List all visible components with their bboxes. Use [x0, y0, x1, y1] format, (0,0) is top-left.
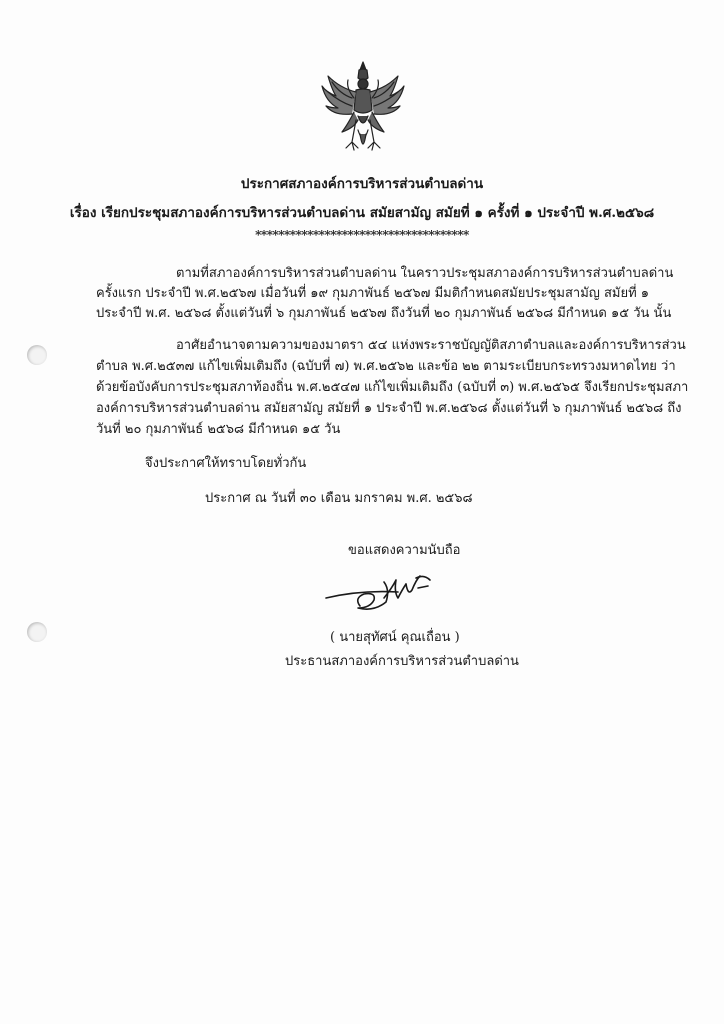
punch-hole-top — [27, 345, 47, 365]
signer-name: ( นายสุทัศน์ คุณเถื่อน ) — [330, 630, 460, 645]
paragraph2-line2: ตำบล พ.ศ.๒๕๓๗ แก้ไขเพิ่มเติมถึง (ฉบับที่ ๗) พ.ศ.๒๕๖๒ และข้อ ๒๒ ตามระเบียบกระทรวงมหาดไทย ว่า — [96, 359, 676, 374]
date-line: ประกาศ ณ วันที่ ๓๐ เดือน มกราคม พ.ศ. ๒๕๖๘ — [205, 491, 473, 506]
announce-line: จึงประกาศให้ทราบโดยทั่วกัน — [145, 456, 307, 471]
separator-stars: ************************************* — [255, 228, 469, 242]
paragraph1-line3: ประจำปี พ.ศ. ๒๕๖๘ ตั้งแต่วันที่ ๖ กุมภาพันธ์ ๒๕๖๗ ถึงวันที่ ๒๐ กุมภาพันธ์ ๒๕๖๘ มีกำหนด ๑๕ วัน นั้น — [96, 306, 672, 321]
paragraph1-line2: ครั้งแรก ประจำปี พ.ศ.๒๕๖๗ เมื่อวันที่ ๑๙ กุมภาพันธ์ ๒๕๖๗ มีมติกำหนดสมัยประชุมสามัญ สมัยที่ ๑ — [96, 286, 650, 301]
paragraph2-line1: อาศัยอำนาจตามความของมาตรา ๕๔ แห่งพระราชบัญญัติสภาตำบลและองค์การบริหารส่วน — [176, 338, 686, 353]
signature-image — [320, 568, 460, 618]
punch-hole-bottom — [27, 622, 47, 642]
paragraph2-line3: ด้วยข้อบังคับการประชุมสภาท้องถิ่น พ.ศ.๒๕๔๗ แก้ไขเพิ่มเติมถึง (ฉบับที่ ๓) พ.ศ.๒๕๖๕ จึงเรียกประชุมสภา — [96, 380, 689, 395]
garuda-emblem-icon — [318, 58, 408, 158]
paragraph2-line5: วันที่ ๒๐ กุมภาพันธ์ ๒๕๖๘ มีกำหนด ๑๕ วัน — [96, 422, 341, 437]
announcement-heading: ประกาศสภาองค์การบริหารส่วนตำบลด่าน — [240, 176, 484, 192]
paragraph2-line4: องค์การบริหารส่วนตำบลด่าน สมัยสามัญ สมัยที่ ๑ ประจำปี พ.ศ.๒๕๖๘ ตั้งแต่วันที่ ๖ กุมภาพันธ์ ๒๕๖๘ ถึง — [96, 401, 682, 416]
paragraph1-line1: ตามที่สภาองค์การบริหารส่วนตำบลด่าน ในคราวประชุมสภาองค์การบริหารส่วนตำบลด่าน — [176, 266, 674, 281]
announcement-subject: เรื่อง เรียกประชุมสภาองค์การบริหารส่วนตำบลด่าน สมัยสามัญ สมัยที่ ๑ ครั้งที่ ๑ ประจำปี พ.ศ.๒๕๖๘ — [69, 205, 655, 221]
signer-title: ประธานสภาองค์การบริหารส่วนตำบลด่าน — [285, 654, 519, 669]
closing-line: ขอแสดงความนับถือ — [348, 543, 461, 558]
